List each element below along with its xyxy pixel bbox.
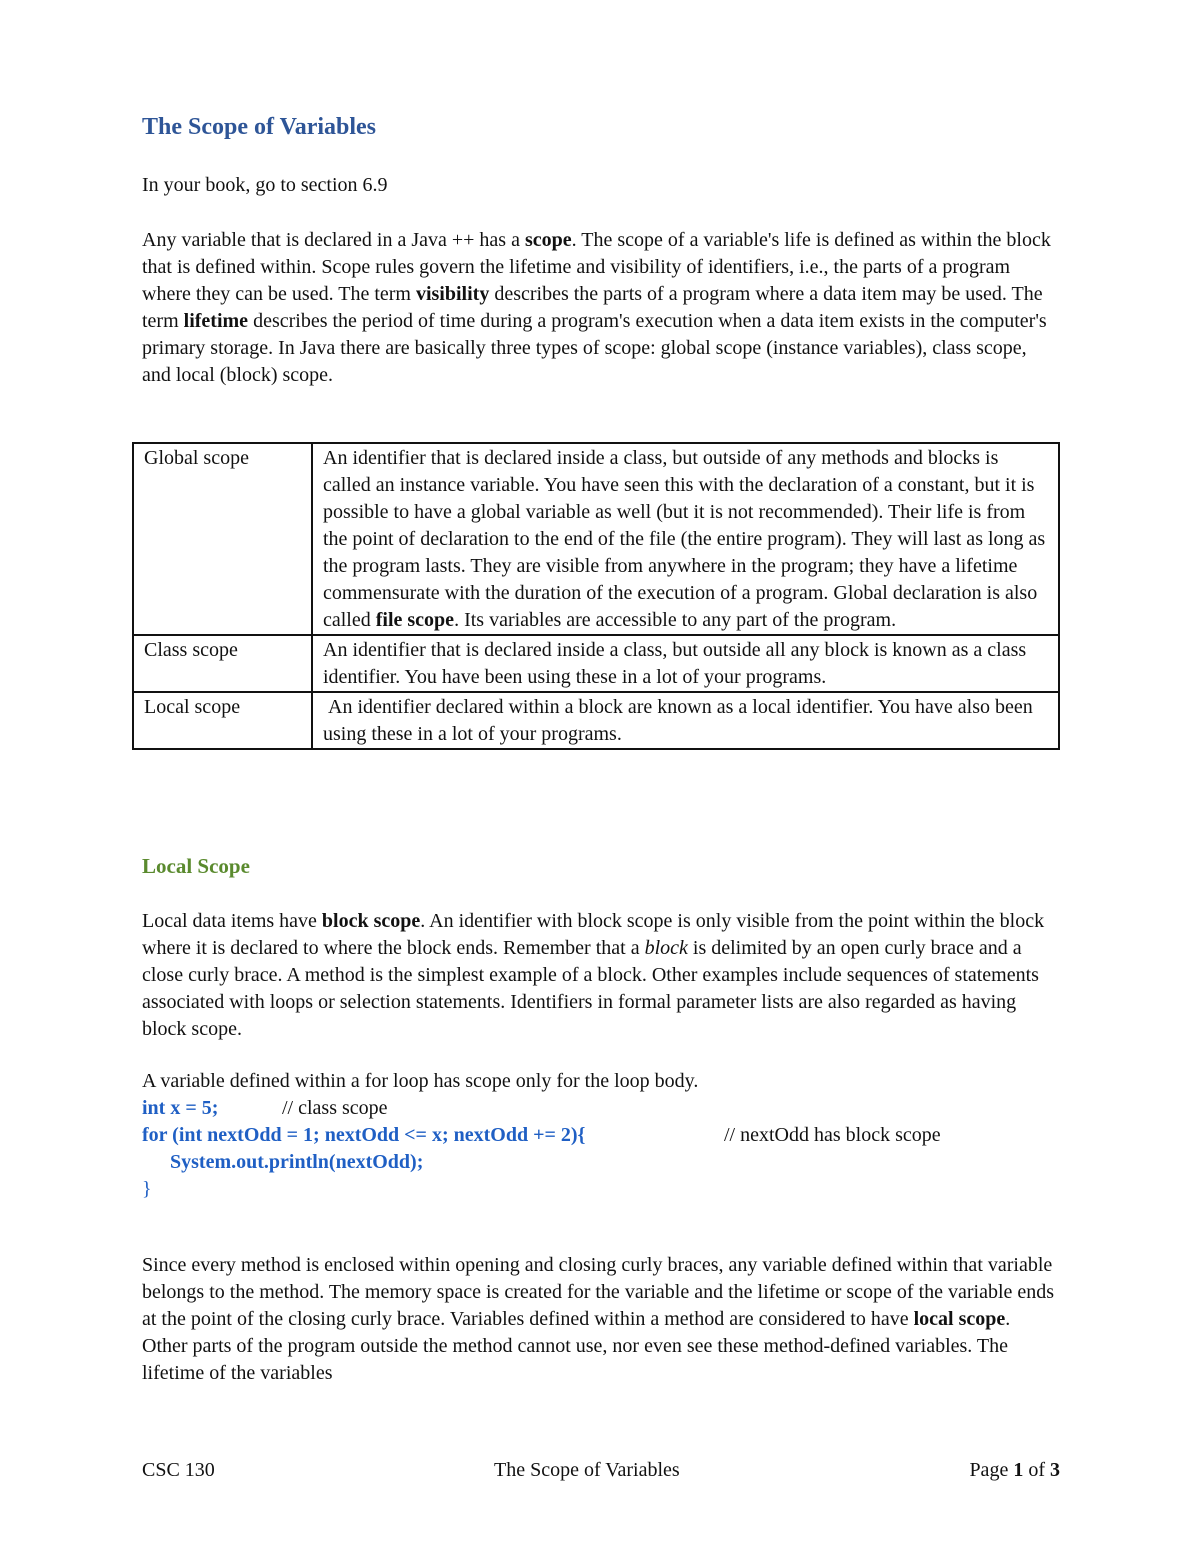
code-line: System.out.println(nextOdd); [170,1151,424,1173]
code-comment: // class scope [282,1097,388,1119]
code-line: int x = 5; // class scope [142,1095,1060,1122]
loop-intro: A variable defined within a for loop has scope only for the loop body. [142,1070,699,1092]
code-line: } [142,1178,152,1200]
code-line: for (int nextOdd = 1; nextOdd <= x; nextOdd += 2){ // nextOdd has block scope [142,1122,1060,1149]
scope-name-cell: Global scope [133,443,312,635]
book-reference: In your book, go to section 6.9 [142,174,388,196]
table-row [133,635,1059,692]
local-scope-paragraph: Local data items have block scope. An identifier with block scope is only visible from the point within the block where it is declared to where the block ends. Remember that a block is delimited by an open curly brace and a close curly brace. A method is the simplest example of a block. Other examples include sequences of statements associated with loops or selection statements. Identifiers in formal parameter lists are also regarded as having block scope. [142,910,1045,1040]
scope-description-cell: An identifier that is declared inside a class, but outside all any block is known as a class identifier. You have been using these in a lot of your programs. [312,635,1059,692]
page-footer [142,1459,1060,1486]
section-heading-local-scope: Local Scope [142,854,250,878]
scope-description-cell: An identifier declared within a block are known as a local identifier. You have also been using these in a lot of your programs. [312,692,1059,749]
scope-table [132,442,1060,750]
footer-page-number: Page 1 of 3 [969,1459,1060,1481]
code-comment: // nextOdd has block scope [724,1124,941,1146]
intro-paragraph: Any variable that is declared in a Java ++ has a scope. The scope of a variable's life is defined as within the block that is defined within. Scope rules govern the lifetime and visibility of identifiers, i.e., the parts of a program where they can be used. The term visibility describes the parts of a program where a data item may be used. The term lifetime describes the period of time during a program's execution when a data item exists in the computer's primary storage. In Java there are basically three types of scope: global scope (instance variables), class scope, and local (block) scope. [142,229,1051,386]
scope-name-cell: Class scope [133,635,312,692]
scope-name-cell: Local scope [133,692,312,749]
page-title: The Scope of Variables [142,114,377,140]
table-row [133,692,1059,749]
footer-title: The Scope of Variables [494,1459,680,1481]
footer-course: CSC 130 [142,1459,215,1481]
method-scope-paragraph: Since every method is enclosed within opening and closing curly braces, any variable defined within that variable belongs to the method. The memory space is created for the variable and the lifetime or scope of the variable ends at the point of the closing curly brace. Variables defined within a method are considered to have local scope. Other parts of the program outside the method cannot use, nor even see these method-defined variables. The lifetime of the variables [142,1254,1055,1384]
table-row [133,443,1059,635]
code-example [142,1095,1060,1203]
scope-description-cell: An identifier that is declared inside a class, but outside of any methods and blocks is called an instance variable. You have seen this with the declaration of a constant, but it is possible to have a global variable as well (but it is not recommended). Their life is from the point of declaration to the end of the file (the entire program). They will last as long as the program lasts. They are visible from anywhere in the program; they have a lifetime commensurate with the duration of the execution of a program. Global declaration is also called file scope. Its variables are accessible to any part of the program. [312,443,1059,635]
